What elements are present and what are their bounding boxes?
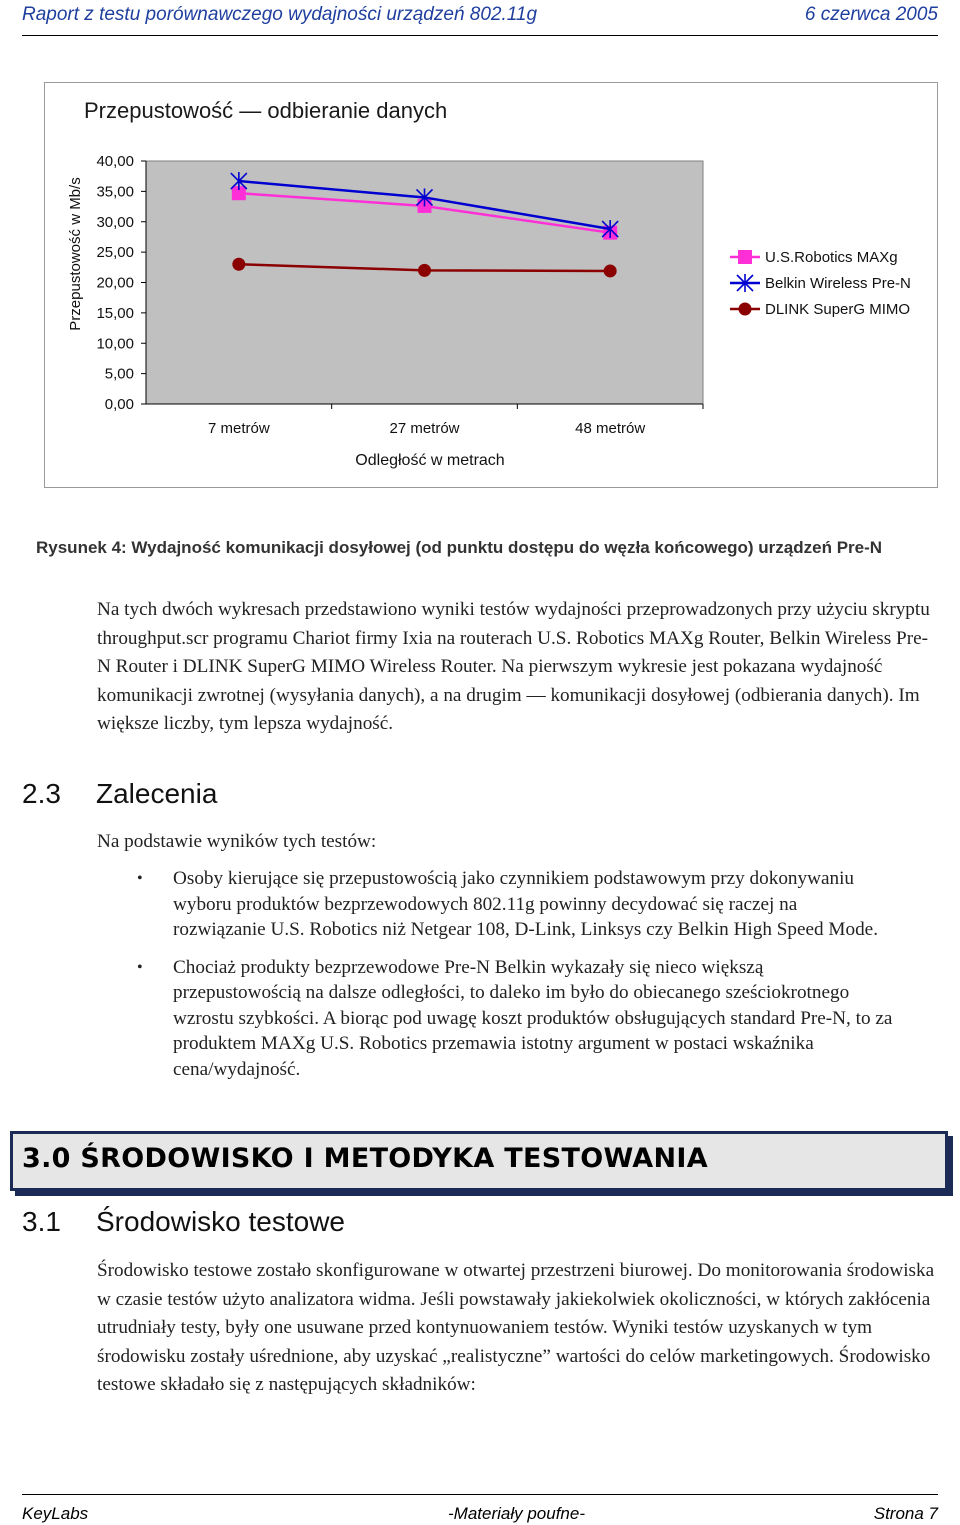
- bullet-icon: •: [137, 958, 143, 976]
- section-3-1-heading: [22, 1206, 345, 1238]
- legend-marker: [739, 251, 752, 264]
- footer-confidential: -Materiały poufne-: [448, 1504, 586, 1523]
- legend-marker: [739, 303, 752, 316]
- y-tick-label: 15,00: [96, 304, 134, 322]
- y-tick-label: 40,00: [96, 153, 134, 170]
- footer-rule: [22, 1494, 938, 1495]
- y-tick-label: 20,00: [96, 274, 134, 292]
- section-title: Zalecenia: [96, 778, 218, 809]
- y-tick-label: 5,00: [104, 365, 134, 383]
- y-tick-label: 25,00: [96, 244, 134, 262]
- section-2-3-heading: [22, 778, 217, 810]
- report-title: Raport z testu porównawczego wydajności urządzeń 802.11g: [22, 4, 538, 25]
- report-date: 6 czerwca 2005: [804, 4, 938, 25]
- list-item: [137, 955, 893, 1083]
- list-item: [137, 866, 893, 943]
- figure-caption: Rysunek 4: Wydajność komunikacji dosyłowej (od punktu dostępu do węzła końcowego) urządzeń Pre-N: [36, 538, 883, 557]
- footer-page-number: Strona 7: [873, 1504, 938, 1523]
- y-tick-label: 10,00: [96, 335, 134, 353]
- y-axis-label: Przepustowość w Mb/s: [67, 177, 84, 331]
- y-tick-label: 30,00: [96, 213, 134, 231]
- legend-label: Belkin Wireless Pre-N: [765, 275, 911, 292]
- x-tick-label: 27 metrów: [389, 420, 460, 437]
- data-point: [232, 258, 245, 271]
- chart-title: Przepustowość — odbieranie danych: [84, 98, 448, 123]
- page-header: [22, 4, 938, 34]
- bullet-text: Osoby kierujące się przepustowością jako czynnikiem podstawowym przy dokonywaniu wyboru produktów bezprzewodowych 802.11g powinny decydować się raczej na rozwiązanie U.S. Robotics niż Netgear 108, D-Link, Linksys czy Belkin High Speed Mode.: [173, 868, 878, 940]
- header-rule: [22, 35, 938, 36]
- x-tick-label: 7 metrów: [207, 420, 270, 437]
- section-number: 2.3: [22, 778, 61, 809]
- recommendations-list: [137, 866, 893, 1094]
- x-tick-label: 48 metrów: [575, 420, 646, 437]
- bullet-icon: •: [137, 870, 143, 887]
- section-3-heading: 3.0 ŚRODOWISKO I METODYKA TESTOWANIA: [22, 1143, 708, 1174]
- section-number: 3.1: [22, 1206, 61, 1237]
- bullet-text: Chociaż produkty bezprzewodowe Pre-N Belkin wykazały się nieco większą przepustowością na dalsze odległości, to daleko im było do obiecanego sześciokrotnego wzrostu szybkości. A biorąc pod uwagę koszt produktów obsługujących standard Pre-N, to za produktem MAXg U.S. Robotics przemawia istotny argument w postaci wskaźnika cena/wydajność.: [173, 956, 893, 1080]
- data-point: [604, 264, 617, 277]
- footer-company: KeyLabs: [22, 1504, 89, 1523]
- section-title: Środowisko testowe: [96, 1206, 346, 1237]
- legend-label: U.S.Robotics MAXg: [765, 249, 898, 266]
- intro-paragraph: Na tych dwóch wykresach przedstawiono wyniki testów wydajności przeprowadzonych przy użyciu skryptu throughput.scr programu Chariot firmy Ixia na routerach U.S. Robotics MAXg Router, Belkin Wireless Pre-N Router i DLINK SuperG MIMO Wireless Router. Na pierwszym wykresie jest pokazana wydajność komunikacji zwrotnej (wysyłania danych), a na drugim — komunikacji dosyłowej (odbierania danych). Im większe liczby, tym lepsza wydajność.: [97, 599, 930, 735]
- y-tick-label: 35,00: [96, 183, 134, 201]
- x-axis-label: Odległość w metrach: [355, 452, 505, 469]
- recommendations-intro: Na podstawie wyników tych testów:: [97, 831, 377, 852]
- environment-paragraph: Środowisko testowe zostało skonfigurowane w otwartej przestrzeni biurowej. Do monitorowania środowiska w czasie testów użyto analizatora widma. Jeśli powstawały jakiekolwiek okoliczności, w których zakłócenia utrudniały testy, były one usuwane przed kontynuowaniem testów. Wyniki testów uzyskanych w tym środowisku zostały uśrednione, aby uzyskać „realistyczne” wartości do celów marketingowych. Środowisko testowe składało się z następujących składników:: [97, 1260, 935, 1396]
- throughput-chart: [44, 82, 938, 488]
- data-point: [418, 264, 431, 277]
- y-tick-label: 0,00: [104, 396, 134, 413]
- legend-label: DLINK SuperG MIMO: [765, 301, 911, 318]
